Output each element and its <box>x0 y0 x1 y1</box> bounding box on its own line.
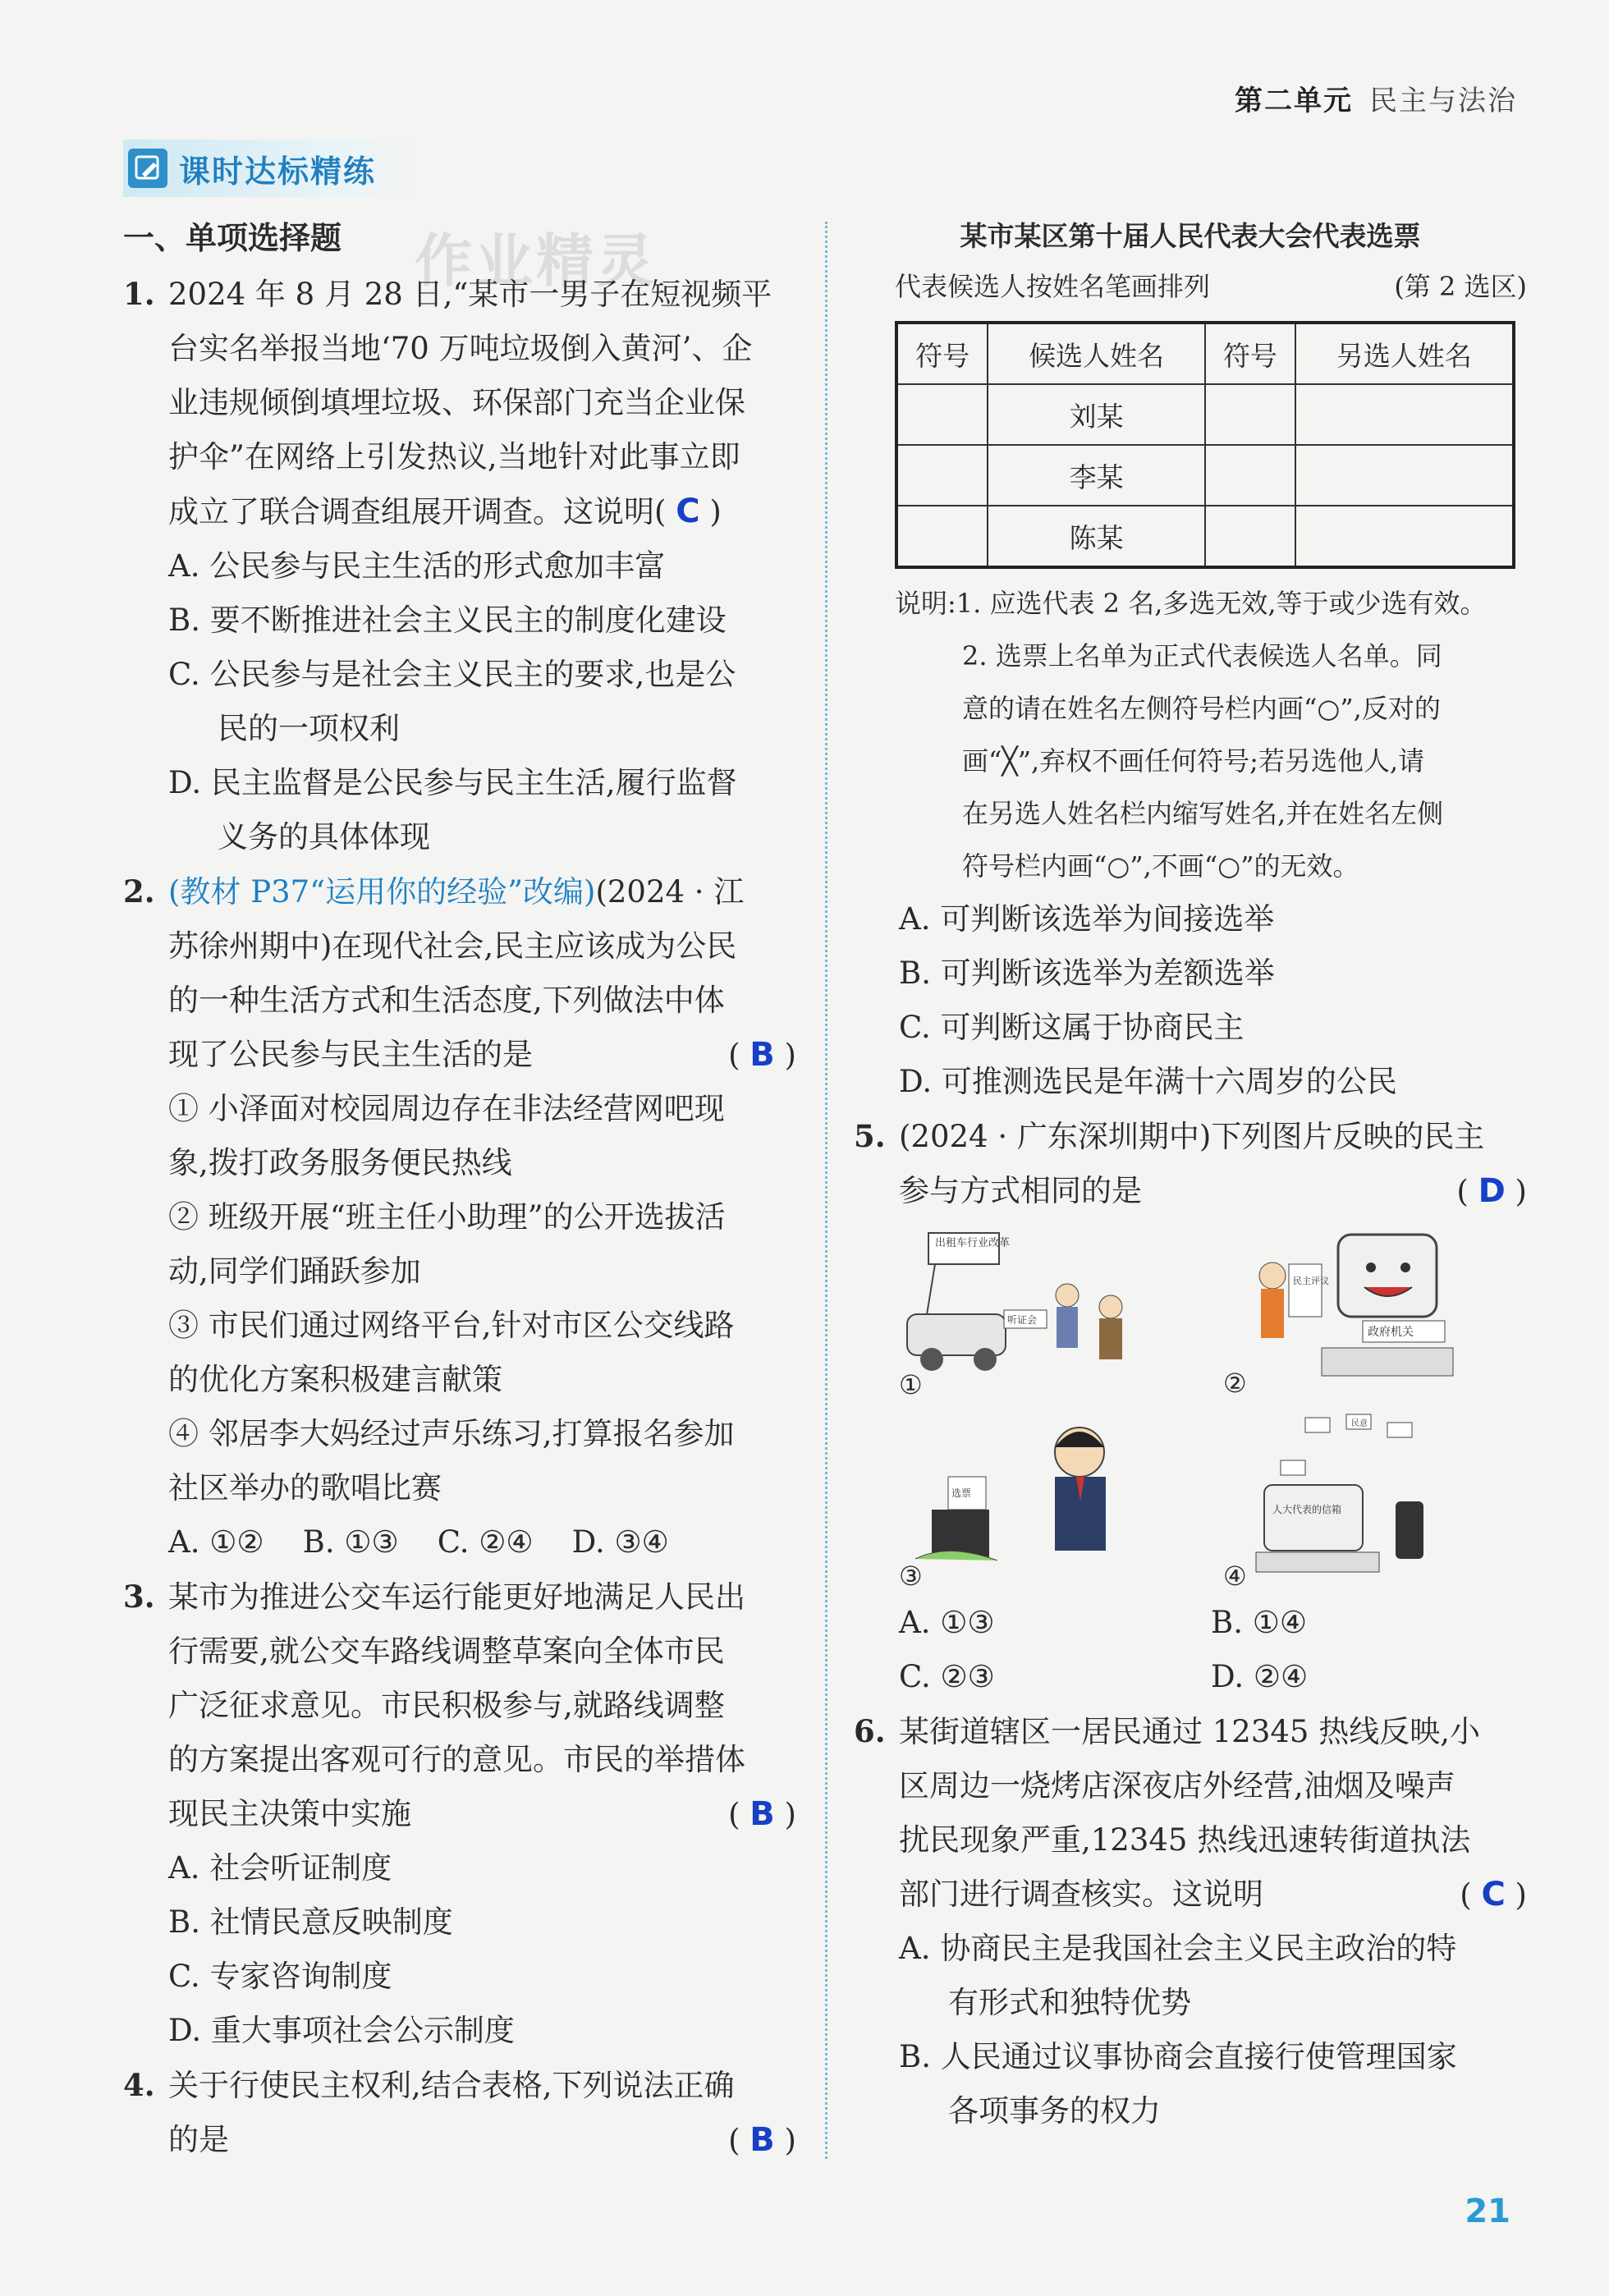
candidate-name: 刘某 <box>988 384 1205 445</box>
question-text: 现民主决策中实施 ( B ) <box>168 1795 796 1833</box>
table-row <box>896 445 1514 506</box>
question-number: 5. <box>854 1118 886 1154</box>
option: A. 社会听证制度 <box>168 1850 392 1886</box>
answer-mark: C <box>676 493 700 530</box>
question-text: 的一种生活方式和生活态度,下列做法中体 <box>168 983 725 1018</box>
answer-mark: B <box>749 1795 775 1833</box>
pencil-icon <box>128 149 167 188</box>
statement: 动,同学们踊跃参加 <box>168 1253 421 1289</box>
column-divider <box>825 222 827 2159</box>
question-text: 护伞”在网络上引发热议,当地针对此事立即 <box>168 439 740 474</box>
option: 各项事务的权力 <box>948 2093 1161 2129</box>
question-text: 现了公民参与民主生活的是 ( B ) <box>168 1036 796 1074</box>
picture-number: ③ <box>899 1560 923 1592</box>
page-number: 21 <box>1465 2193 1510 2230</box>
watermark: 作业精灵 <box>415 227 658 295</box>
running-header <box>1235 78 1517 118</box>
question-number: 3. <box>123 1579 155 1615</box>
statement: ① 小泽面对校园周边存在非法经营网吧现 <box>168 1091 725 1126</box>
answer-mark: C <box>1481 1876 1506 1913</box>
ballot-note: 2. 选票上名单为正式代表候选人名单。同 <box>962 640 1442 671</box>
table-row <box>896 506 1514 567</box>
choices: A. ①② B. ①③ C. ②④ D. ③④ <box>168 1524 669 1560</box>
question-6 <box>854 1704 1527 2138</box>
pic-label: 政府机关 <box>1368 1326 1414 1339</box>
question-text: 5. (2024 · 广东深圳期中)下列图片反映的民主 <box>854 1109 1527 1164</box>
option: A. 协商民主是我国社会主义民主政治的特 <box>899 1931 1457 1966</box>
ballot-table <box>895 321 1515 569</box>
statement: 的优化方案积极建言献策 <box>168 1362 502 1397</box>
question-text: 1. 2024 年 8 月 28 日,“某市一男子在短视频平 <box>123 267 796 322</box>
option: C. 公民参与是社会主义民主的要求,也是公 <box>168 657 736 692</box>
picture-number: ① <box>899 1369 923 1400</box>
option: A. 可判断该选举为间接选举 <box>899 901 1275 937</box>
ballot-note: 符号栏内画“○”,不画“○”的无效。 <box>962 850 1359 882</box>
pic-label: 听证会 <box>1007 1314 1038 1326</box>
option: B. 社情民意反映制度 <box>168 1904 453 1940</box>
question-text: 台实名举报当地‘70 万吨垃圾倒入黄河’、企 <box>168 331 753 366</box>
pic-label: 民主评议 <box>1293 1276 1329 1286</box>
question-text: 3. 某市为推进公交车运行能更好地满足人民出 <box>123 1570 796 1625</box>
picture-number: ② <box>1223 1368 1247 1399</box>
pic-label: 出租车行业改革 <box>935 1237 1011 1249</box>
option: D. 重大事项社会公示制度 <box>168 2013 515 2048</box>
question-text: 业违规倾倒填埋垃圾、环保部门充当企业保 <box>168 385 745 420</box>
option: A. ①③ <box>899 1605 995 1640</box>
right-column <box>854 209 1527 2138</box>
picture-3 <box>899 1411 1145 1592</box>
option: B. 可判断该选举为差额选举 <box>899 956 1275 991</box>
ballot-note: 说明:1. 应选代表 2 名,多选无效,等于或少选有效。 <box>895 588 1487 619</box>
option: 有形式和独特优势 <box>948 1985 1191 2020</box>
table-header: 符号 <box>896 323 988 384</box>
statement: ④ 邻居李大妈经过声乐练习,打算报名参加 <box>168 1416 735 1451</box>
question-text: 的是 ( B ) <box>168 2121 796 2159</box>
option: B. 要不断推进社会主义民主的制度化建设 <box>168 603 727 638</box>
question-text: 行需要,就公交车路线调整草案向全体市民 <box>168 1634 725 1669</box>
statement: 象,拨打政务服务便民热线 <box>168 1145 512 1180</box>
question-text: 苏徐州期中)在现代社会,民主应该成为公民 <box>168 928 737 964</box>
table-header: 符号 <box>1205 323 1295 384</box>
question-text: 2. (教材 P37“运用你的经验”改编)(2024 · 江 <box>123 864 796 919</box>
statement: 社区举办的歌唱比赛 <box>168 1470 442 1505</box>
question-text: 的方案提出客观可行的意见。市民的举措体 <box>168 1742 745 1777</box>
picture-1 <box>899 1228 1145 1400</box>
question-text: 成立了联合调查组展开调查。这说明( C ) <box>168 493 722 530</box>
question-text: 扰民现象严重,12345 热线迅速转街道执法 <box>899 1822 1471 1858</box>
option: B. 人民通过议事协商会直接行使管理国家 <box>899 2039 1457 2074</box>
question-text: 广泛征求意见。市民积极参与,就路线调整 <box>168 1688 725 1723</box>
question-1 <box>123 267 796 864</box>
option: A. 公民参与民主生活的形式愈加丰富 <box>168 548 666 584</box>
picture-number: ④ <box>1223 1560 1247 1592</box>
question-text: 区周边一烧烤店深夜店外经营,油烟及噪声 <box>899 1768 1455 1803</box>
option: 民的一项权利 <box>218 711 400 746</box>
question-text: 6. 某街道辖区一居民通过 12345 热线反映,小 <box>854 1704 1527 1759</box>
pic-label: 选票 <box>951 1487 972 1499</box>
source-note: (教材 P37“运用你的经验”改编) <box>168 874 596 910</box>
options-row <box>854 1596 1527 1650</box>
left-column <box>123 209 796 2168</box>
question-4-options <box>854 892 1527 1109</box>
ballot-note: 画“╳”,弃权不画任何符号;若另选他人,请 <box>962 745 1425 777</box>
option: C. 专家咨询制度 <box>168 1959 392 1994</box>
question-number: 4. <box>123 2067 155 2103</box>
question-number: 2. <box>123 873 155 910</box>
picture-grid <box>899 1218 1527 1596</box>
question-text: 部门进行调查核实。这说明 ( C ) <box>899 1876 1527 1913</box>
question-4 <box>123 2058 796 2167</box>
topic-label: 民主与法治 <box>1369 85 1517 117</box>
option: C. ②③ <box>899 1659 995 1694</box>
ballot-subtitle: 代表候选人按姓名笔画排列 (第 2 选区) <box>895 271 1527 302</box>
section-banner <box>123 140 419 197</box>
question-number: 1. <box>123 276 155 312</box>
answer-mark: D <box>1478 1172 1506 1210</box>
option: D. 可推测选民是年满十六周岁的公民 <box>899 1064 1397 1099</box>
section-title: 一、单项选择题 <box>123 220 342 256</box>
answer-mark: B <box>749 2121 775 2159</box>
option: 义务的具体体现 <box>218 819 430 855</box>
statement: ② 班级开展“班主任小助理”的公开选拔活 <box>168 1199 726 1235</box>
picture-2 <box>1223 1218 1469 1399</box>
candidate-name: 李某 <box>988 445 1205 506</box>
candidate-name: 陈某 <box>988 506 1205 567</box>
table-header: 候选人姓名 <box>988 323 1205 384</box>
option: D. ②④ <box>1211 1659 1309 1694</box>
option: C. 可判断这属于协商民主 <box>899 1010 1245 1045</box>
unit-label: 第二单元 <box>1235 85 1353 117</box>
pic-label: 人大代表的信箱 <box>1272 1504 1342 1515</box>
ballot <box>854 209 1527 892</box>
question-text: 4. 关于行使民主权利,结合表格,下列说法正确 <box>123 2058 796 2113</box>
table-row <box>896 384 1514 445</box>
statement: ③ 市民们通过网络平台,针对市区公交线路 <box>168 1308 735 1343</box>
question-5 <box>854 1109 1527 1704</box>
ballot-title: 某市某区第十届人民代表大会代表选票 <box>960 220 1421 252</box>
picture-4 <box>1223 1411 1469 1592</box>
ballot-note: 意的请在姓名左侧符号栏内画“○”,反对的 <box>962 693 1441 724</box>
answer-mark: B <box>749 1036 775 1074</box>
table-header: 另选人姓名 <box>1295 323 1514 384</box>
question-number: 6. <box>854 1713 886 1749</box>
question-2 <box>123 864 796 1570</box>
question-3 <box>123 1570 796 2058</box>
pic-label: 民意 <box>1351 1419 1368 1428</box>
option: D. 民主监督是公民参与民主生活,履行监督 <box>168 765 737 800</box>
ballot-note: 在另选人姓名栏内缩写姓名,并在姓名左侧 <box>962 798 1444 829</box>
option: B. ①④ <box>1211 1605 1308 1640</box>
question-text: 参与方式相同的是 ( D ) <box>899 1172 1527 1210</box>
options-row <box>854 1650 1527 1704</box>
banner-title: 课时达标精练 <box>179 153 377 190</box>
